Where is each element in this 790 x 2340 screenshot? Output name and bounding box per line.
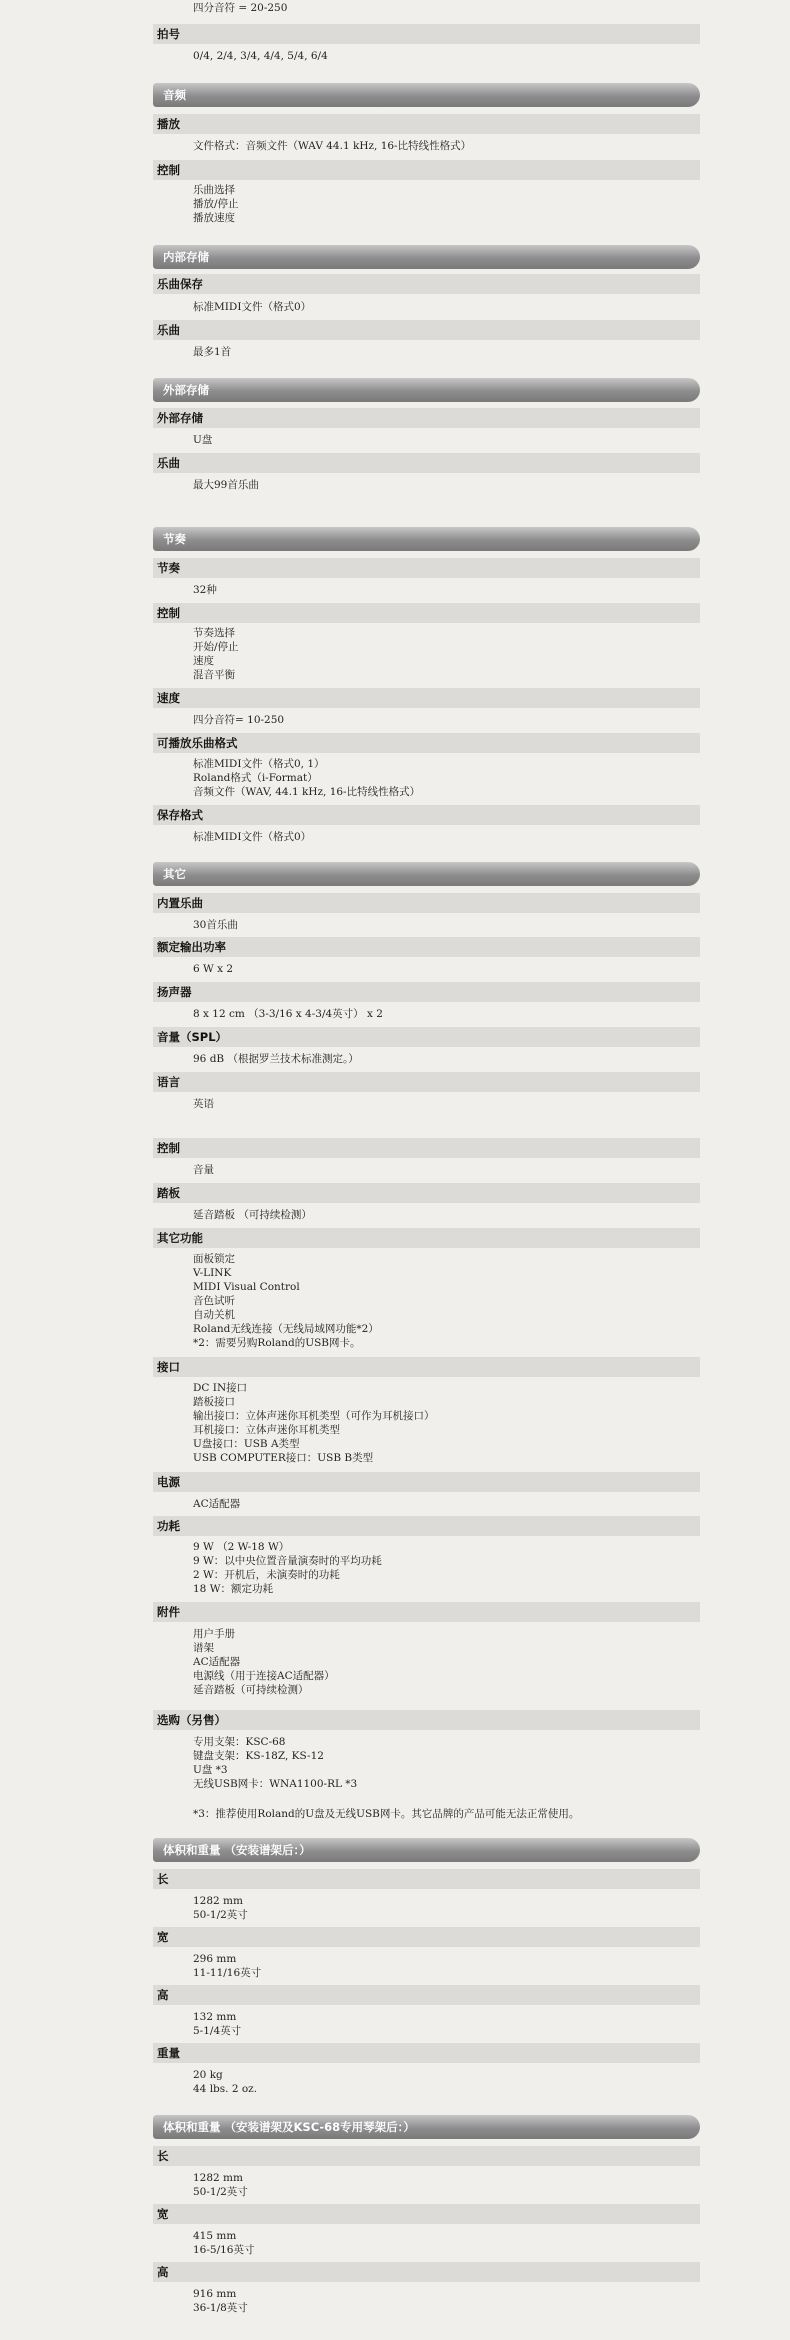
- spec-value-line: 播放/停止: [193, 198, 239, 210]
- spec-value-line: 36-1/8英寸: [193, 2302, 248, 2314]
- spec-value-line: *3：推荐使用Roland的U盘及无线USB网卡。其它品牌的产品可能无法正常使用。: [193, 1808, 580, 1820]
- spec-value-line: 专用支架：KSC-68: [193, 1736, 286, 1748]
- spec-value-line: 音频文件（WAV, 44.1 kHz, 16-比特线性格式）: [193, 786, 421, 798]
- spec-label: 功耗: [153, 1516, 700, 1536]
- spec-value-line: V-LINK: [193, 1267, 232, 1279]
- spec-value-line: U盘: [193, 434, 213, 446]
- spec-value-line: 输出接口：立体声迷你耳机类型（可作为耳机接口）: [193, 1410, 435, 1422]
- spec-value-line: 节奏选择: [193, 627, 235, 639]
- spec-label: 高: [153, 1985, 700, 2005]
- spec-value-line: 0/4, 2/4, 3/4, 4/4, 5/4, 6/4: [193, 50, 328, 62]
- spec-value-line: 音色试听: [193, 1295, 235, 1307]
- spec-value-line: 18 W：额定功耗: [193, 1583, 273, 1595]
- spec-value-line: *2：需要另购Roland的USB网卡。: [193, 1337, 361, 1349]
- spec-label: 额定输出功率: [153, 937, 700, 957]
- section-header: 外部存储: [153, 378, 700, 402]
- spec-label: 高: [153, 2262, 700, 2282]
- spec-value-line: 电源线（用于连接AC适配器）: [193, 1670, 335, 1682]
- spec-label: 播放: [153, 114, 700, 134]
- spec-label: 接口: [153, 1357, 700, 1377]
- spec-value-line: 1282 mm: [193, 2172, 243, 2184]
- spec-label: 附件: [153, 1602, 700, 1622]
- spec-value-line: U盘接口：USB A类型: [193, 1438, 300, 1450]
- spec-label: 可播放乐曲格式: [153, 733, 700, 753]
- spec-label: 外部存储: [153, 408, 700, 428]
- spec-value-line: 5-1/4英寸: [193, 2025, 242, 2037]
- spec-value-line: 6 W x 2: [193, 963, 234, 975]
- spec-label: 拍号: [153, 24, 700, 44]
- spec-value-line: 耳机接口：立体声迷你耳机类型: [193, 1424, 340, 1436]
- spec-value-line: 44 lbs. 2 oz.: [193, 2083, 258, 2095]
- spec-value-line: 1282 mm: [193, 1895, 243, 1907]
- spec-value-line: 乐曲选择: [193, 184, 235, 196]
- spec-value-line: 音量: [193, 1164, 214, 1176]
- spec-label: 宽: [153, 2204, 700, 2224]
- spec-value-line: AC适配器: [193, 1656, 241, 1668]
- spec-label: 语言: [153, 1072, 700, 1092]
- spec-value-line: 8 x 12 cm （3-3/16 x 4-3/4英寸） x 2: [193, 1008, 383, 1020]
- section-header: 其它: [153, 862, 700, 886]
- spec-label: 控制: [153, 160, 700, 180]
- spec-value-line: 20 kg: [193, 2069, 223, 2081]
- spec-value-line: 96 dB （根据罗兰技术标准测定。）: [193, 1053, 359, 1065]
- spec-value-line: 播放速度: [193, 212, 235, 224]
- spec-label: 乐曲保存: [153, 274, 700, 294]
- spec-value-line: 文件格式：音频文件（WAV 44.1 kHz, 16-比特线性格式）: [193, 140, 472, 152]
- spec-label: 重量: [153, 2043, 700, 2063]
- spec-value-line: 415 mm: [193, 2230, 237, 2242]
- spec-value-line: 最大99首乐曲: [193, 479, 259, 491]
- spec-label: 长: [153, 1869, 700, 1889]
- spec-value-line: 标准MIDI文件（格式0）: [193, 301, 312, 313]
- spec-value-line: 916 mm: [193, 2288, 237, 2300]
- spec-label: 速度: [153, 688, 700, 708]
- section-header: 体积和重量 （安装谱架后：）: [153, 1838, 700, 1862]
- spec-label: 扬声器: [153, 982, 700, 1002]
- spec-value-line: 四分音符= 10-250: [193, 714, 285, 726]
- spec-value-line: 面板锁定: [193, 1253, 235, 1265]
- spec-value-line: USB COMPUTER接口：USB B类型: [193, 1452, 374, 1464]
- spec-label: 保存格式: [153, 805, 700, 825]
- spec-value-line: 32种: [193, 584, 217, 596]
- section-header: 音频: [153, 83, 700, 107]
- spec-value-line: 谱架: [193, 1642, 214, 1654]
- spec-value-line: 9 W：以中央位置音量演奏时的平均功耗: [193, 1555, 382, 1567]
- spec-value-line: 50-1/2英寸: [193, 1909, 248, 1921]
- section-header: 体积和重量 （安装谱架及KSC-68专用琴架后：）: [153, 2115, 700, 2139]
- spec-label: 乐曲: [153, 320, 700, 340]
- spec-value-line: 延音踏板（可持续检测）: [193, 1684, 309, 1696]
- spec-label: 音量（SPL）: [153, 1027, 700, 1047]
- spec-label: 乐曲: [153, 453, 700, 473]
- spec-value-line: 标准MIDI文件（格式0, 1）: [193, 758, 325, 770]
- spec-value-line: 四分音符 = 20-250: [193, 2, 288, 14]
- spec-value-line: 延音踏板 （可持续检测）: [193, 1209, 312, 1221]
- spec-value-line: 键盘支架：KS-18Z, KS-12: [193, 1750, 324, 1762]
- spec-label: 长: [153, 2146, 700, 2166]
- spec-value-line: 用户手册: [193, 1628, 235, 1640]
- spec-value-line: MIDI Visual Control: [193, 1281, 300, 1293]
- spec-value-line: 296 mm: [193, 1953, 237, 1965]
- spec-value-line: 9 W （2 W-18 W）: [193, 1541, 290, 1553]
- spec-value-line: 最多1首: [193, 346, 232, 358]
- spec-value-line: 开始/停止: [193, 641, 239, 653]
- spec-label: 踏板: [153, 1183, 700, 1203]
- spec-value-line: 16-5/16英寸: [193, 2244, 255, 2256]
- spec-value-line: 自动关机: [193, 1309, 235, 1321]
- spec-value-line: 无线USB网卡：WNA1100-RL *3: [193, 1778, 358, 1790]
- spec-value-line: Roland无线连接（无线局域网功能*2）: [193, 1323, 379, 1335]
- spec-value-line: DC IN接口: [193, 1382, 248, 1394]
- spec-value-line: 速度: [193, 655, 214, 667]
- spec-value-line: 11-11/16英寸: [193, 1967, 262, 1979]
- spec-value-line: 英语: [193, 1098, 214, 1110]
- spec-value-line: 50-1/2英寸: [193, 2186, 248, 2198]
- spec-value-line: 132 mm: [193, 2011, 237, 2023]
- spec-value-line: 踏板接口: [193, 1396, 235, 1408]
- spec-value-line: Roland格式（i-Format）: [193, 772, 318, 784]
- spec-value-line: 30首乐曲: [193, 919, 238, 931]
- spec-label: 电源: [153, 1472, 700, 1492]
- spec-value-line: U盘 *3: [193, 1764, 228, 1776]
- spec-value-line: 2 W：开机后，未演奏时的功耗: [193, 1569, 340, 1581]
- spec-label: 内置乐曲: [153, 893, 700, 913]
- spec-label: 控制: [153, 603, 700, 623]
- spec-value-line: 标准MIDI文件（格式0）: [193, 831, 312, 843]
- section-header: 节奏: [153, 527, 700, 551]
- spec-label: 宽: [153, 1927, 700, 1947]
- spec-label: 节奏: [153, 558, 700, 578]
- spec-value-line: 混音平衡: [193, 669, 235, 681]
- spec-label: 控制: [153, 1138, 700, 1158]
- spec-label: 选购（另售）: [153, 1710, 700, 1730]
- spec-label: 其它功能: [153, 1228, 700, 1248]
- spec-value-line: AC适配器: [193, 1498, 241, 1510]
- section-header: 内部存储: [153, 245, 700, 269]
